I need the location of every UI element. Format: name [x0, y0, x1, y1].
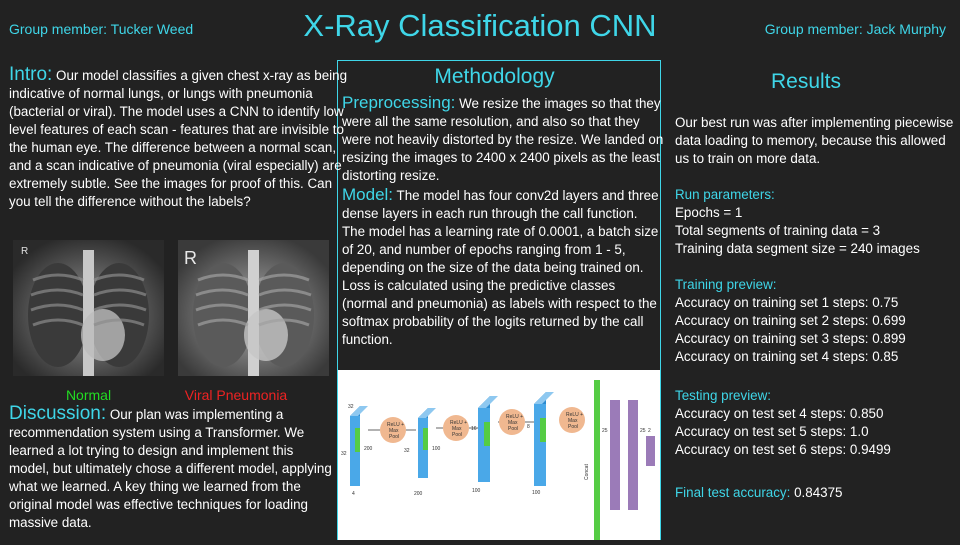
svg-text:100: 100 — [472, 488, 481, 494]
svg-text:ReLU +: ReLU + — [506, 414, 524, 420]
training-preview-heading: Training preview: — [675, 277, 777, 292]
run-param-item: Total segments of training data = 3 — [675, 223, 881, 238]
preprocessing-heading: Preprocessing: — [342, 93, 456, 112]
conv-block-4 — [527, 392, 554, 496]
testing-preview-heading: Testing preview: — [675, 388, 772, 403]
model-heading: Model: — [342, 185, 394, 204]
svg-text:4: 4 — [352, 491, 355, 497]
member-right: Group member: Jack Murphy — [764, 21, 946, 37]
conv-block-2 — [404, 408, 441, 497]
results-intro: Our best run was after implementing piecewise data loading to memory, because this allowed us to train on more data. — [675, 115, 954, 166]
svg-text:200: 200 — [364, 446, 373, 452]
svg-text:Max: Max — [568, 418, 578, 424]
final-accuracy-label: Final test accuracy: — [675, 485, 791, 500]
dense-layer-1 — [610, 400, 620, 510]
svg-text:Pool: Pool — [389, 434, 400, 440]
svg-text:25: 25 — [640, 428, 646, 434]
preprocessing-text: We resize the images so that they were all the same resolution, and also so that they were not heavily distorted by the resize. We landed on resizing the images to 2400 x 2400 pixels as the least distorting resize. — [342, 96, 664, 183]
intro-text: Our model classifies a given chest x-ray as being indicative of normal lungs, or lungs with pneumonia (bacterial or viral). The model uses a CNN to identify low level features of each scan - features that are invisible to the human eye. The difference between a normal scan, and a scan indicative of pneumonia (viral especially) are extremely subtle. See the images for proof of this. Can you tell the difference without the labels? — [9, 68, 348, 209]
training-preview-section — [675, 276, 960, 366]
svg-text:ReLU +: ReLU + — [566, 412, 584, 418]
label-viral-pneumonia: Viral Pneumonia — [184, 387, 288, 403]
methodology-heading: Methodology — [434, 65, 555, 88]
svg-text:Pool: Pool — [508, 426, 519, 432]
conv-block-1 — [341, 404, 373, 497]
intro-heading: Intro: — [9, 64, 53, 85]
svg-text:16: 16 — [471, 426, 477, 432]
xray-marker: R — [184, 248, 197, 268]
discussion-text: Our plan was implementing a recommendation system using a Transformer. We learned a lot trying to design and implement this model, but ultimately chose a different model, applying what we learned. A key thing we learned from the original model was effective techniques for loading massive data. — [9, 407, 332, 530]
poster-title: X-Ray Classification CNN — [303, 8, 657, 43]
testing-result-item: Accuracy on test set 6 steps: 0.9499 — [675, 442, 891, 457]
conv-block-3 — [471, 396, 498, 494]
run-param-item: Training data segment size = 240 images — [675, 241, 920, 256]
run-params-section — [675, 186, 960, 258]
testing-result-item: Accuracy on test set 4 steps: 0.850 — [675, 406, 884, 421]
preprocessing-section — [342, 94, 664, 185]
svg-text:100: 100 — [432, 446, 441, 452]
cnn-architecture-diagram — [338, 370, 660, 540]
svg-text:32: 32 — [404, 448, 410, 454]
svg-text:Max: Max — [389, 428, 399, 434]
svg-text:100: 100 — [532, 490, 541, 496]
divider-top — [337, 60, 660, 61]
discussion-section — [9, 405, 336, 532]
model-text: The model has four conv2d layers and three dense layers in each run through the call function. The model has a learning rate of 0.0001, a batch size of 20, and number of epochs ranging from 1 - 5, depending on the size of the data being trained on. Loss is calculated using the predictive classes (normal and pneumonia) as labels with respect to the softmax probability of the logits returned by the call function. — [342, 188, 659, 347]
member-left: Group member: Tucker Weed — [9, 21, 194, 37]
svg-text:Max: Max — [452, 426, 462, 432]
svg-text:Max: Max — [508, 420, 518, 426]
svg-text:200: 200 — [414, 491, 423, 497]
xray-normal-image — [13, 240, 164, 376]
training-result-item: Accuracy on training set 1 steps: 0.75 — [675, 295, 899, 310]
xray-marker: R — [21, 246, 29, 257]
svg-text:25: 25 — [602, 428, 608, 434]
svg-text:Pool: Pool — [452, 432, 463, 438]
training-result-item: Accuracy on training set 2 steps: 0.699 — [675, 313, 906, 328]
svg-text:32: 32 — [341, 451, 347, 457]
model-section — [342, 186, 660, 349]
svg-text:ReLU +: ReLU + — [387, 422, 405, 428]
discussion-heading: Discussion: — [9, 403, 107, 424]
results-heading: Results — [770, 70, 842, 93]
training-result-item: Accuracy on training set 4 steps: 0.85 — [675, 349, 899, 364]
svg-text:8: 8 — [527, 424, 530, 430]
svg-text:ReLU +: ReLU + — [450, 420, 468, 426]
svg-text:Concat: Concat — [584, 464, 590, 480]
testing-result-item: Accuracy on test set 5 steps: 1.0 — [675, 424, 869, 439]
concat-layer — [594, 380, 600, 540]
final-accuracy-value: 0.84375 — [794, 485, 843, 500]
dense-layer-3 — [646, 436, 655, 466]
dense-layer-2 — [628, 400, 638, 510]
intro-section — [9, 66, 354, 211]
training-result-item: Accuracy on training set 3 steps: 0.899 — [675, 331, 906, 346]
testing-preview-section — [675, 387, 960, 459]
xray-pneumonia-image — [178, 240, 329, 376]
run-param-item: Epochs = 1 — [675, 205, 743, 220]
final-accuracy — [675, 484, 960, 502]
run-params-heading: Run parameters: — [675, 187, 775, 202]
label-normal: Normal — [65, 387, 112, 403]
svg-text:Pool: Pool — [568, 424, 579, 430]
svg-text:32: 32 — [348, 404, 354, 410]
svg-text:2: 2 — [648, 428, 651, 434]
